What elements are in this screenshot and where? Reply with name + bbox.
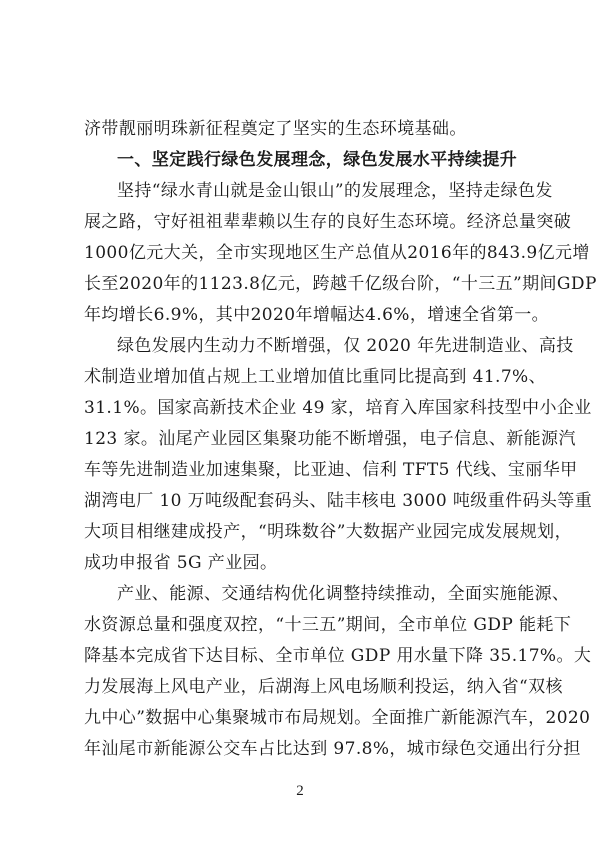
paragraph-1-line: 坚持“绿水青山就是金山银山”的发展理念，坚持走绿色发 bbox=[117, 181, 553, 201]
paragraph-1-line: 年均增长6.9%，其中2020年增幅达4.6%，增速全省第一。 bbox=[84, 305, 550, 325]
paragraph-3-line: 力发展海上风电产业，后湖海上风电场顺利投运，纳入省“双核 bbox=[84, 677, 563, 697]
section-heading: 一、坚定践行绿色发展理念，绿色发展水平持续提升 bbox=[117, 150, 518, 170]
paragraph-3-line: 降基本完成省下达目标、全市单位 GDP 用水量下降 35.17%。大 bbox=[84, 646, 592, 666]
paragraph-2-line: 大项目相继建成投产，“明珠数谷”大数据产业园完成发展规划， bbox=[84, 522, 572, 542]
paragraph-2-line: 术制造业增加值占规上工业增加值比重同比提高到 41.7%、 bbox=[84, 367, 547, 387]
paragraph-2-line: 车等先进制造业加速集聚，比亚迪、信利 TFT5 代线、宝丽华甲 bbox=[84, 460, 578, 480]
paragraph-2-line: 成功申报省 5G 产业园。 bbox=[84, 553, 278, 573]
paragraph-2-line: 123 家。汕尾产业园区集聚功能不断增强，电子信息、新能源汽 bbox=[84, 429, 576, 449]
paragraph-2-line: 绿色发展内生动力不断增强，仅 2020 年先进制造业、高技 bbox=[117, 336, 574, 356]
paragraph-1-line: 展之路，守好祖祖辈辈赖以生存的良好生态环境。经济总量突破 bbox=[84, 212, 572, 232]
paragraph-3-line: 产业、能源、交通结构优化调整持续推动，全面实施能源、 bbox=[117, 584, 570, 604]
paragraph-1-line: 长至2020年的1123.8亿元，跨越千亿级台阶，“十三五”期间GDP bbox=[84, 274, 597, 294]
paragraph-1-line: 1000亿元大关，全市实现地区生产总值从2016年的843.9亿元增 bbox=[84, 243, 590, 263]
paragraph-3-line: 水资源总量和强度双控，“十三五”期间，全市单位 GDP 能耗下 bbox=[84, 615, 572, 635]
page-number: 2 bbox=[296, 783, 304, 799]
paragraph-2-line: 湖湾电厂 10 万吨级配套码头、陆丰核电 3000 吨级重件码头等重 bbox=[84, 491, 593, 511]
paragraph-line-ending: 济带靓丽明珠新征程奠定了坚实的生态环境基础。 bbox=[84, 119, 467, 139]
paragraph-3-line: 年汕尾市新能源公交车占比达到 97.8%，城市绿色交通出行分担 bbox=[84, 739, 581, 759]
paragraph-3-line: 九中心”数据中心集聚城市布局规划。全面推广新能源汽车，2020 bbox=[84, 708, 591, 728]
paragraph-2-line: 31.1%。国家高新技术企业 49 家，培育入库国家科技型中小企业 bbox=[84, 398, 592, 418]
